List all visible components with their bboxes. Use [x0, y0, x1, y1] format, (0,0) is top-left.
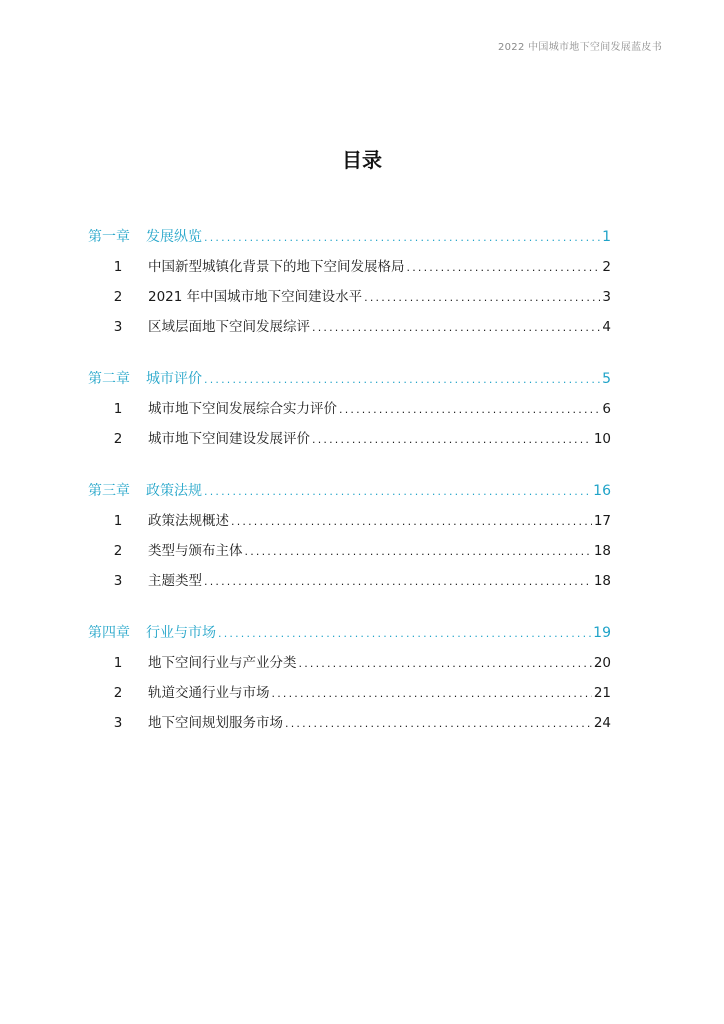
section-number: 2: [113, 685, 123, 701]
toc-chapter-entry[interactable]: [88, 476, 611, 506]
page-number: 6: [602, 401, 611, 417]
section-title: 政策法规概述: [148, 513, 229, 529]
section-title: 轨道交通行业与市场: [148, 685, 270, 701]
dot-leader: [245, 537, 592, 567]
toc-section-entry[interactable]: [88, 252, 611, 282]
section-title: 地下空间行业与产业分类: [148, 655, 297, 671]
chapter-title: 政策法规: [146, 483, 202, 499]
section-number: 2: [113, 289, 123, 305]
section-title: 地下空间规划服务市场: [148, 715, 283, 731]
dot-leader: [204, 223, 600, 253]
section-title: 2021 年中国城市地下空间建设水平: [148, 289, 363, 305]
dot-leader: [204, 567, 592, 597]
dot-leader: [285, 709, 592, 739]
dot-leader: [299, 649, 592, 679]
toc-chapter-entry[interactable]: [88, 618, 611, 648]
running-header: 2022 中国城市地下空间发展蓝皮书: [497, 42, 662, 53]
toc-section-entry[interactable]: [88, 708, 611, 738]
chapter-title: 发展纵览: [146, 229, 202, 245]
page-title: 目录: [342, 148, 382, 172]
page-number: 24: [593, 715, 611, 731]
dot-leader: [231, 507, 592, 537]
page-number: 10: [593, 431, 611, 447]
toc-chapter-1: [88, 222, 611, 342]
toc-chapter-entry[interactable]: [88, 222, 611, 252]
page-number: 4: [602, 319, 611, 335]
dot-leader: [204, 477, 591, 507]
toc-section-entry[interactable]: [88, 394, 611, 424]
chapter-label: 第四章: [88, 625, 130, 641]
section-number: 2: [113, 543, 123, 559]
toc-chapter-2: [88, 364, 611, 454]
chapter-label: 第三章: [88, 483, 130, 499]
section-title: 类型与颁布主体: [148, 543, 243, 559]
section-number: 1: [113, 513, 123, 529]
dot-leader: [218, 619, 591, 649]
page-number: 16: [593, 483, 611, 499]
chapter-title: 行业与市场: [146, 625, 216, 641]
page-number: 18: [593, 573, 611, 589]
section-number: 2: [113, 431, 123, 447]
toc-chapter-4: [88, 618, 611, 738]
section-number: 1: [113, 259, 123, 275]
dot-leader: [312, 425, 592, 455]
toc-section-entry[interactable]: [88, 312, 611, 342]
page-number: 5: [602, 371, 611, 387]
section-title: 城市地下空间建设发展评价: [148, 431, 310, 447]
toc-section-entry[interactable]: [88, 648, 611, 678]
section-number: 1: [113, 401, 123, 417]
section-number: 1: [113, 655, 123, 671]
toc-section-entry[interactable]: [88, 566, 611, 596]
toc-section-entry[interactable]: [88, 678, 611, 708]
dot-leader: [364, 283, 600, 313]
chapter-label: 第一章: [88, 229, 130, 245]
page-number: 21: [593, 685, 611, 701]
page-number: 3: [602, 289, 611, 305]
section-title: 中国新型城镇化背景下的地下空间发展格局: [148, 259, 405, 275]
toc-chapter-3: [88, 476, 611, 596]
toc-section-entry[interactable]: [88, 536, 611, 566]
toc-section-entry[interactable]: [88, 424, 611, 454]
section-title: 城市地下空间发展综合实力评价: [148, 401, 337, 417]
chapter-title: 城市评价: [146, 371, 202, 387]
table-of-contents: [88, 222, 611, 760]
page-number: 20: [593, 655, 611, 671]
page-number: 2: [602, 259, 611, 275]
dot-leader: [204, 365, 600, 395]
dot-leader: [272, 679, 592, 709]
page-number: 17: [593, 513, 611, 529]
page-number: 18: [593, 543, 611, 559]
toc-chapter-entry[interactable]: [88, 364, 611, 394]
section-title: 区域层面地下空间发展综评: [148, 319, 310, 335]
toc-section-entry[interactable]: [88, 506, 611, 536]
page-number: 19: [593, 625, 611, 641]
dot-leader: [312, 313, 600, 343]
section-number: 3: [113, 573, 123, 589]
dot-leader: [339, 395, 600, 425]
section-number: 3: [113, 319, 123, 335]
section-number: 3: [113, 715, 123, 731]
page-number: 1: [602, 229, 611, 245]
chapter-label: 第二章: [88, 371, 130, 387]
toc-section-entry[interactable]: [88, 282, 611, 312]
dot-leader: [407, 253, 601, 283]
section-title: 主题类型: [148, 573, 202, 589]
